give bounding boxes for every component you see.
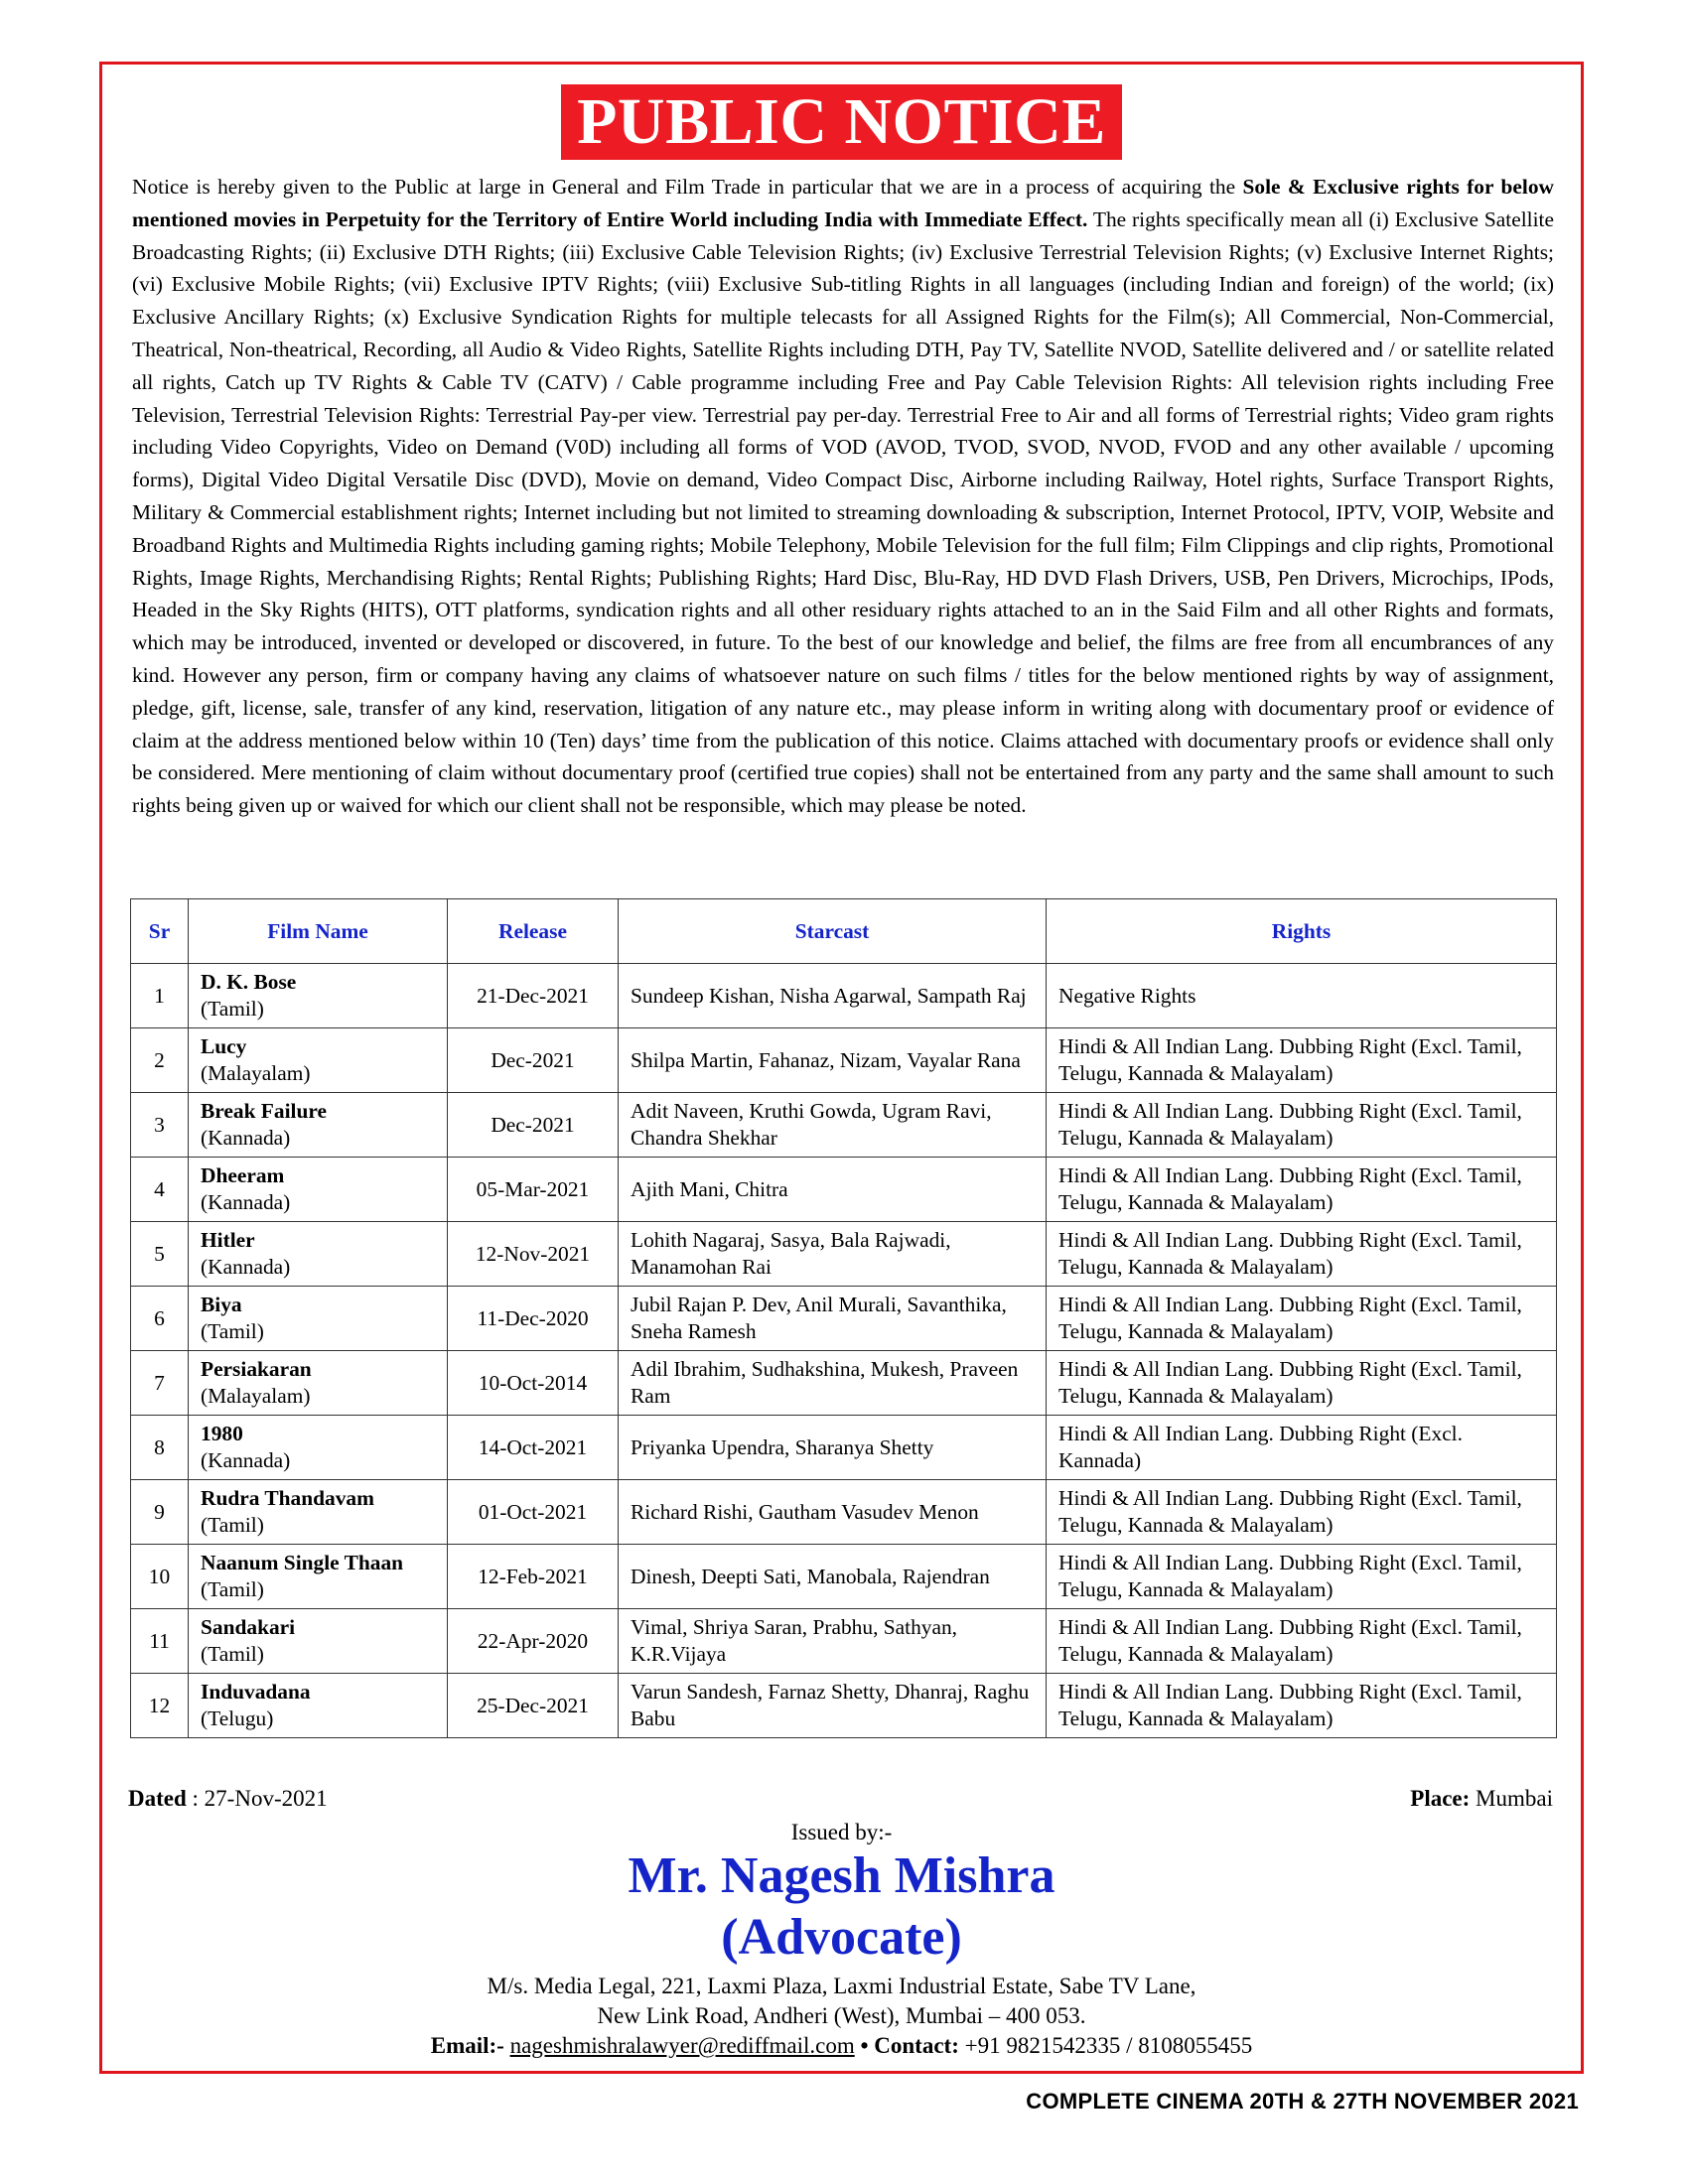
rights-cell: Hindi & All Indian Lang. Dubbing Right (Excl. Tamil, Telugu, Kannada & Malayalam): [1047, 1351, 1557, 1416]
issued-by: Issued by:-: [790, 1820, 893, 1844]
film-language: (Kannada): [201, 1255, 291, 1279]
starcast-cell: Varun Sandesh, Farnaz Shetty, Dhanraj, Raghu Babu: [619, 1674, 1047, 1738]
starcast-cell: Shilpa Martin, Fahanaz, Nizam, Vayalar Rana: [619, 1028, 1047, 1093]
film-language: (Malayalam): [201, 1384, 311, 1408]
notice-intro: Notice is hereby given to the Public at large in General and Film Trade in particular that we are in a process of acquiring the: [132, 175, 1243, 199]
film-cell: [189, 1545, 448, 1609]
dated-value: : 27-Nov-2021: [186, 1786, 328, 1811]
sr-cell: 4: [131, 1158, 189, 1222]
release-cell: 22-Apr-2020: [448, 1609, 619, 1674]
sr-cell: 1: [131, 964, 189, 1028]
dated: [128, 1786, 328, 1812]
table-row: [131, 1609, 1557, 1674]
publication-footer: COMPLETE CINEMA 20TH & 27TH NOVEMBER 2021: [1026, 2089, 1579, 2114]
rights-cell: Hindi & All Indian Lang. Dubbing Right (Excl. Tamil, Telugu, Kannada & Malayalam): [1047, 1158, 1557, 1222]
film-language: (Kannada): [201, 1448, 291, 1472]
table-row: [131, 1351, 1557, 1416]
starcast-cell: Adit Naveen, Kruthi Gowda, Ugram Ravi, Chandra Shekhar: [619, 1093, 1047, 1158]
rights-cell: Hindi & All Indian Lang. Dubbing Right (Excl. Kannada): [1047, 1416, 1557, 1480]
header-sr: Sr: [131, 899, 189, 964]
film-language: (Tamil): [201, 1319, 264, 1343]
table-row: [131, 1028, 1557, 1093]
film-language: (Malayalam): [201, 1061, 311, 1085]
rights-cell: Hindi & All Indian Lang. Dubbing Right (Excl. Tamil, Telugu, Kannada & Malayalam): [1047, 1609, 1557, 1674]
advocate-role: (Advocate): [721, 1909, 962, 1966]
table-header-row: [131, 899, 1557, 964]
email-label: Email:-: [430, 2033, 504, 2058]
film-cell: [189, 1351, 448, 1416]
release-cell: 21-Dec-2021: [448, 964, 619, 1028]
header-film-name: Film Name: [189, 899, 448, 964]
sr-cell: 2: [131, 1028, 189, 1093]
notice-body: [132, 171, 1554, 822]
notice-frame: [99, 62, 1584, 2074]
sr-cell: 3: [131, 1093, 189, 1158]
bullet-separator: •: [854, 2033, 875, 2058]
film-language: (Kannada): [201, 1126, 291, 1150]
table-row: [131, 1545, 1557, 1609]
address-line-2: New Link Road, Andheri (West), Mumbai – 400 053.: [597, 2003, 1086, 2028]
starcast-cell: Dinesh, Deepti Sati, Manobala, Rajendran: [619, 1545, 1047, 1609]
starcast-cell: Richard Rishi, Gautham Vasudev Menon: [619, 1480, 1047, 1545]
table-row: [131, 1480, 1557, 1545]
contact-line: [102, 2031, 1581, 2061]
advocate-name: Mr. Nagesh Mishra: [628, 1847, 1055, 1904]
film-language: (Tamil): [201, 1513, 264, 1537]
film-language: (Tamil): [201, 1642, 264, 1666]
table-row: [131, 964, 1557, 1028]
film-name: 1980: [201, 1422, 243, 1445]
sr-cell: 7: [131, 1351, 189, 1416]
film-name: Naanum Single Thaan: [201, 1551, 404, 1574]
dated-label: Dated: [128, 1786, 187, 1811]
film-language: (Tamil): [201, 997, 264, 1021]
table-row: [131, 1674, 1557, 1738]
rights-cell: Hindi & All Indian Lang. Dubbing Right (Excl. Tamil, Telugu, Kannada & Malayalam): [1047, 1287, 1557, 1351]
starcast-cell: Sundeep Kishan, Nisha Agarwal, Sampath Raj: [619, 964, 1047, 1028]
release-cell: 11-Dec-2020: [448, 1287, 619, 1351]
rights-cell: Hindi & All Indian Lang. Dubbing Right (Excl. Tamil, Telugu, Kannada & Malayalam): [1047, 1222, 1557, 1287]
film-name: Hitler: [201, 1228, 255, 1252]
release-cell: 12-Feb-2021: [448, 1545, 619, 1609]
film-cell: [189, 1287, 448, 1351]
header-release: Release: [448, 899, 619, 964]
sr-cell: 11: [131, 1609, 189, 1674]
notice-bold-clause: Sole & Exclusive rights for below mentioned movies in Perpetuity for the Territory of Entire World including India with Immediate Effect.: [132, 175, 1554, 231]
sr-cell: 10: [131, 1545, 189, 1609]
contact-label: Contact:: [874, 2033, 959, 2058]
film-language: (Tamil): [201, 1577, 264, 1601]
rights-cell: Hindi & All Indian Lang. Dubbing Right (Excl. Tamil, Telugu, Kannada & Malayalam): [1047, 1028, 1557, 1093]
sr-cell: 6: [131, 1287, 189, 1351]
release-cell: 25-Dec-2021: [448, 1674, 619, 1738]
film-language: (Telugu): [201, 1706, 274, 1730]
films-table: [130, 898, 1557, 1738]
film-name: Induvadana: [201, 1680, 311, 1704]
film-name: D. K. Bose: [201, 970, 297, 994]
release-cell: 01-Oct-2021: [448, 1480, 619, 1545]
release-cell: Dec-2021: [448, 1093, 619, 1158]
release-cell: 12-Nov-2021: [448, 1222, 619, 1287]
notice-title: PUBLIC NOTICE: [561, 84, 1122, 160]
notice-rights-text: The rights specifically mean all (i) Exclusive Satellite Broadcasting Rights; (ii) Exclusive DTH Rights; (iii) Exclusive Cable Television Rights; (iv) Exclusive Terrestrial Television Rights; (v) Exclusive Internet Rights; (vi) Exclusive Mobile Rights; (vii) Exclusive IPTV Rights; (viii) Exclusive Sub-titling Rights in all languages (including Indian and foreign) of the world; (ix) Exclusive Ancillary Rights; (x) Exclusive Syndication Rights for multiple telecasts for all Assigned Rights for the Film(s); All Commercial, Non-Commercial, Theatrical, Non-theatrical, Recording, all Audio & Video Rights, Satellite Rights including DTH, Pay TV, Satellite NVOD, Satellite delivered and / or satellite related all rights, Catch up TV Rights & Cable TV (CATV) / Cable programme including Free and Pay Cable Television Rights: All television rights including Free Television, Terrestrial Television Rights: Terrestrial Pay-per view. Terrestrial pay per-day. Terrestrial Free to Air and all forms of Terrestrial rights; Video gram rights including Video Copyrights, Video on Demand (V0D) including all forms of VOD (AVOD, TVOD, SVOD, NVOD, FVOD and any other available / upcoming forms), Digital Video Digital Versatile Disc (DVD), Movie on demand, Video Compact Disc, Airborne including Railway, Hotel rights, Surface Transport Rights, Military & Commercial establishment rights; Internet including but not limited to streaming downloading & subscription, Internet Protocol, IPTV, VOIP, Website and Broadband Rights and Multimedia Rights including gaming rights; Mobile Telephony, Mobile Television for the full film; Film Clippings and clip rights, Promotional Rights, Image Rights, Merchandising Rights; Rental Rights; Publishing Rights; Hard Disc, Blu-Ray, HD DVD Flash Drivers, USB, Pen Drivers, Microchips, IPods, Headed in the Sky Rights (HITS), OTT platforms, syndication rights and all other residuary rights attached to an in the Said Film and all other Rights and formats, which may be introduced, invented or developed or discovered, in future. To the best of our knowledge and belief, the films are free from all encumbrances of any kind. However any person, firm or company having any claims of whatsoever nature on such films / titles for the below mentioned rights by way of assignment, pledge, gift, license, sale, transfer of any kind, reservation, litigation of any nature etc., may please inform in writing along with documentary proof or evidence of claim at the address mentioned below within 10 (Ten) days’ time from the publication of this notice. Claims attached with documentary proofs or evidence shall only be considered. Mere mentioning of claim without documentary proof (certified true copies) shall not be entertained from any party and the same shall amount to such rights being given up or waived for which our client shall not be responsible, which may please be noted.: [132, 206, 1554, 818]
place-value: Mumbai: [1470, 1786, 1553, 1811]
table-row: [131, 1416, 1557, 1480]
rights-cell: Hindi & All Indian Lang. Dubbing Right (Excl. Tamil, Telugu, Kannada & Malayalam): [1047, 1674, 1557, 1738]
film-cell: [189, 964, 448, 1028]
film-name: Biya: [201, 1293, 242, 1316]
starcast-cell: Jubil Rajan P. Dev, Anil Murali, Savanthika, Sneha Ramesh: [619, 1287, 1047, 1351]
film-name: Sandakari: [201, 1615, 296, 1639]
title-wrap: [102, 84, 1581, 160]
film-name: Persiakaran: [201, 1357, 312, 1381]
release-cell: 05-Mar-2021: [448, 1158, 619, 1222]
starcast-cell: Adil Ibrahim, Sudhakshina, Mukesh, Praveen Ram: [619, 1351, 1047, 1416]
film-cell: [189, 1028, 448, 1093]
header-rights: Rights: [1047, 899, 1557, 964]
table-row: [131, 1158, 1557, 1222]
starcast-cell: Vimal, Shriya Saran, Prabhu, Sathyan, K.R.Vijaya: [619, 1609, 1047, 1674]
film-cell: [189, 1609, 448, 1674]
table-row: [131, 1093, 1557, 1158]
place-label: Place:: [1410, 1786, 1471, 1811]
sr-cell: 9: [131, 1480, 189, 1545]
film-cell: [189, 1093, 448, 1158]
starcast-cell: Priyanka Upendra, Sharanya Shetty: [619, 1416, 1047, 1480]
contact-value: +91 9821542335 / 8108055455: [958, 2033, 1253, 2058]
release-cell: Dec-2021: [448, 1028, 619, 1093]
rights-cell: Hindi & All Indian Lang. Dubbing Right (Excl. Tamil, Telugu, Kannada & Malayalam): [1047, 1480, 1557, 1545]
film-name: Dheeram: [201, 1163, 285, 1187]
rights-cell: Hindi & All Indian Lang. Dubbing Right (Excl. Tamil, Telugu, Kannada & Malayalam): [1047, 1093, 1557, 1158]
release-cell: 10-Oct-2014: [448, 1351, 619, 1416]
rights-cell: Negative Rights: [1047, 964, 1557, 1028]
film-cell: [189, 1416, 448, 1480]
starcast-cell: Ajith Mani, Chitra: [619, 1158, 1047, 1222]
header-starcast: Starcast: [619, 899, 1047, 964]
film-cell: [189, 1674, 448, 1738]
place: [1410, 1786, 1553, 1812]
table-row: [131, 1287, 1557, 1351]
sr-cell: 8: [131, 1416, 189, 1480]
film-name: Lucy: [201, 1034, 247, 1058]
starcast-cell: Lohith Nagaraj, Sasya, Bala Rajwadi, Manamohan Rai: [619, 1222, 1047, 1287]
sr-cell: 5: [131, 1222, 189, 1287]
film-cell: [189, 1222, 448, 1287]
release-cell: 14-Oct-2021: [448, 1416, 619, 1480]
film-cell: [189, 1158, 448, 1222]
email-link[interactable]: nageshmishralawyer@rediffmail.com: [509, 2033, 855, 2058]
film-language: (Kannada): [201, 1190, 291, 1214]
film-name: Rudra Thandavam: [201, 1486, 374, 1510]
table-body: [131, 964, 1557, 1738]
table-row: [131, 1222, 1557, 1287]
address-line-1: M/s. Media Legal, 221, Laxmi Plaza, Laxmi Industrial Estate, Sabe TV Lane,: [487, 1974, 1196, 1998]
film-name: Break Failure: [201, 1099, 327, 1123]
film-cell: [189, 1480, 448, 1545]
rights-cell: Hindi & All Indian Lang. Dubbing Right (Excl. Tamil, Telugu, Kannada & Malayalam): [1047, 1545, 1557, 1609]
sr-cell: 12: [131, 1674, 189, 1738]
